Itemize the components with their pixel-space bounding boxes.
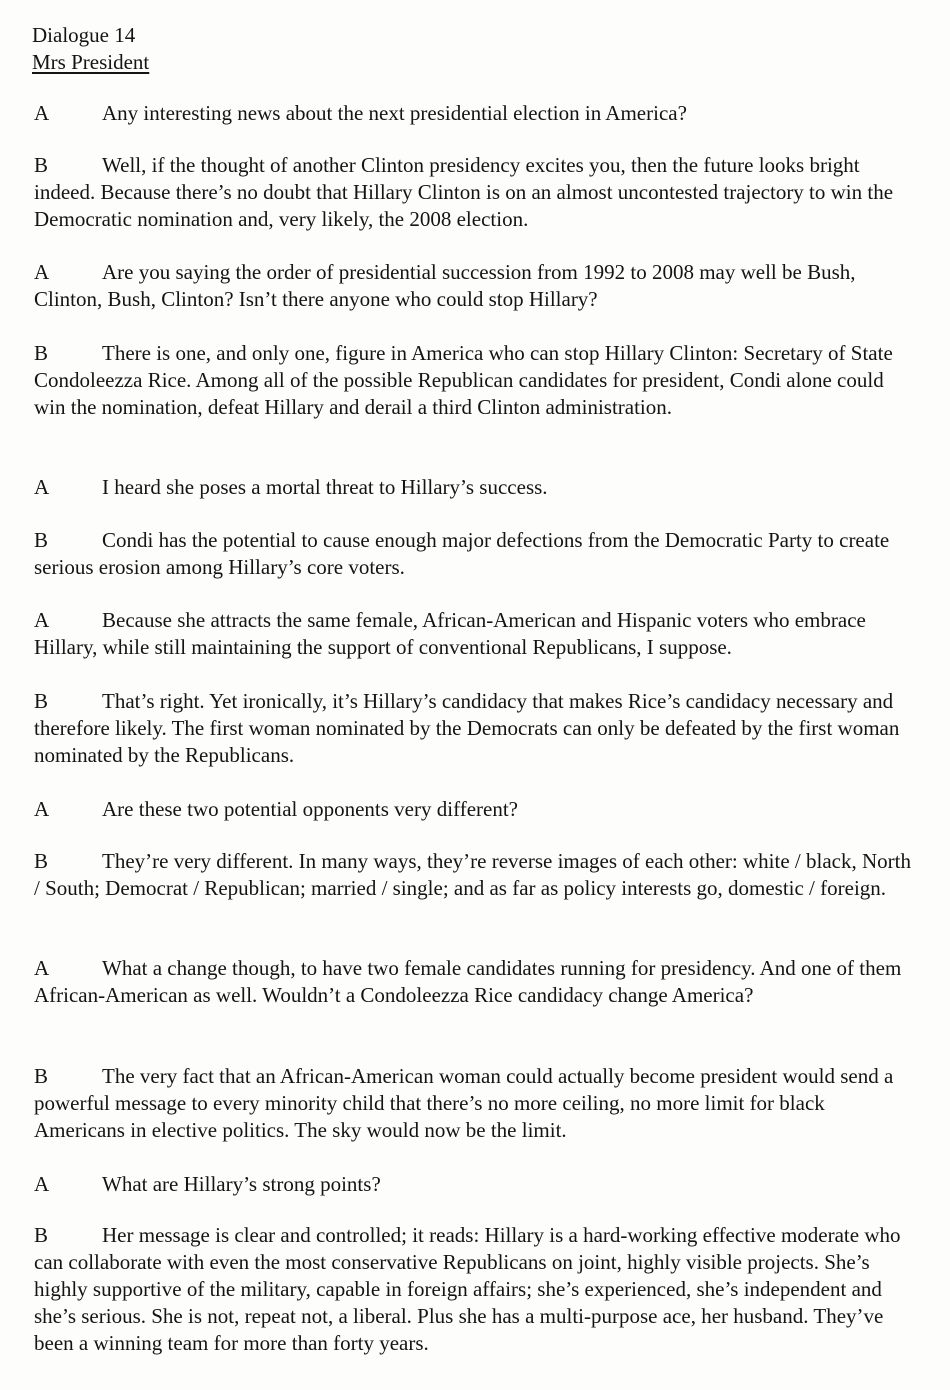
dialogue-text: Because she attracts the same female, African-American and Hispanic voters who embrace Hillary, while still maintaining the support of conventional Republicans, I suppose. <box>34 608 866 659</box>
dialogue-turn <box>34 340 912 421</box>
document-title: Dialogue 14 <box>32 23 136 47</box>
dialogue-turn <box>34 607 912 661</box>
dialogue-text: There is one, and only one, figure in America who can stop Hillary Clinton: Secretary of State Condoleezza Rice. Among all of the possible Republican candidates for president, Condi alone could win the nomination, defeat Hillary and derail a third Clinton administration. <box>34 341 893 419</box>
dialogue-text: That’s right. Yet ironically, it’s Hillary’s candidacy that makes Rice’s candidacy necessary and therefore likely. The first woman nominated by the Democrats can only be defeated by the first woman nominated by the Republicans. <box>34 689 900 767</box>
document-heading <box>32 22 149 76</box>
dialogue-text: Any interesting news about the next presidential election in America? <box>102 101 687 125</box>
dialogue-turn <box>34 527 912 581</box>
dialogue-text: Are these two potential opponents very different? <box>102 797 518 821</box>
dialogue-turn <box>34 1222 912 1357</box>
speaker-label: B <box>34 689 49 713</box>
dialogue-turn <box>34 100 912 127</box>
dialogue-turn <box>34 259 912 313</box>
speaker-label: A <box>34 608 50 632</box>
speaker-label: B <box>34 528 49 552</box>
speaker-label: A <box>34 1172 50 1196</box>
dialogue-turn <box>34 152 912 233</box>
speaker-label: B <box>34 341 49 365</box>
dialogue-turn <box>34 1063 912 1144</box>
speaker-label: A <box>34 956 50 980</box>
dialogue-text: Condi has the potential to cause enough major defections from the Democratic Party to create serious erosion among Hillary’s core voters. <box>34 528 890 579</box>
speaker-label: B <box>34 153 49 177</box>
speaker-label: B <box>34 849 49 873</box>
speaker-label: A <box>34 260 50 284</box>
dialogue-text: Her message is clear and controlled; it reads: Hillary is a hard-working effective moderate who can collaborate with even the most conservative Republicans on joint, highly visible projects. She’s highly supportive of the military, capable in foreign affairs; she’s experienced, she’s independent and she’s serious. She is not, repeat not, a liberal. Plus she has a multi-purpose ace, her husband. They’ve been a winning team for more than forty years. <box>34 1223 901 1355</box>
speaker-label: A <box>34 475 50 499</box>
document-subtitle: Mrs President <box>32 50 150 74</box>
dialogue-text: Well, if the thought of another Clinton presidency excites you, then the future looks bright indeed. Because there’s no doubt that Hillary Clinton is on an almost uncontested trajectory to win the Democratic nomination and, very likely, the 2008 election. <box>34 153 894 231</box>
speaker-label: B <box>34 1223 49 1247</box>
speaker-label: A <box>34 101 50 125</box>
dialogue-turn <box>34 848 912 902</box>
dialogue-text: What are Hillary’s strong points? <box>102 1172 381 1196</box>
dialogue-text: I heard she poses a mortal threat to Hillary’s success. <box>102 475 548 499</box>
dialogue-turn <box>34 474 912 501</box>
dialogue-turn <box>34 688 912 769</box>
speaker-label: A <box>34 797 50 821</box>
dialogue-text: What a change though, to have two female candidates running for presidency. And one of them African-American as well. Wouldn’t a Condoleezza Rice candidacy change America? <box>34 956 902 1007</box>
dialogue-text: Are you saying the order of presidential succession from 1992 to 2008 may well be Bush, Clinton, Bush, Clinton? Isn’t there anyone who could stop Hillary? <box>34 260 856 311</box>
speaker-label: B <box>34 1064 49 1088</box>
dialogue-turn <box>34 796 912 823</box>
dialogue-text: The very fact that an African-American woman could actually become president would send a powerful message to every minority child that there’s no more ceiling, no more limit for black Americans in elective politics. The sky would now be the limit. <box>34 1064 894 1142</box>
dialogue-text: They’re very different. In many ways, they’re reverse images of each other: white / black, North / South; Democrat / Republican; married / single; and as far as policy interests go, domestic / foreign. <box>34 849 911 900</box>
dialogue-turn <box>34 955 912 1009</box>
dialogue-turn <box>34 1171 912 1198</box>
